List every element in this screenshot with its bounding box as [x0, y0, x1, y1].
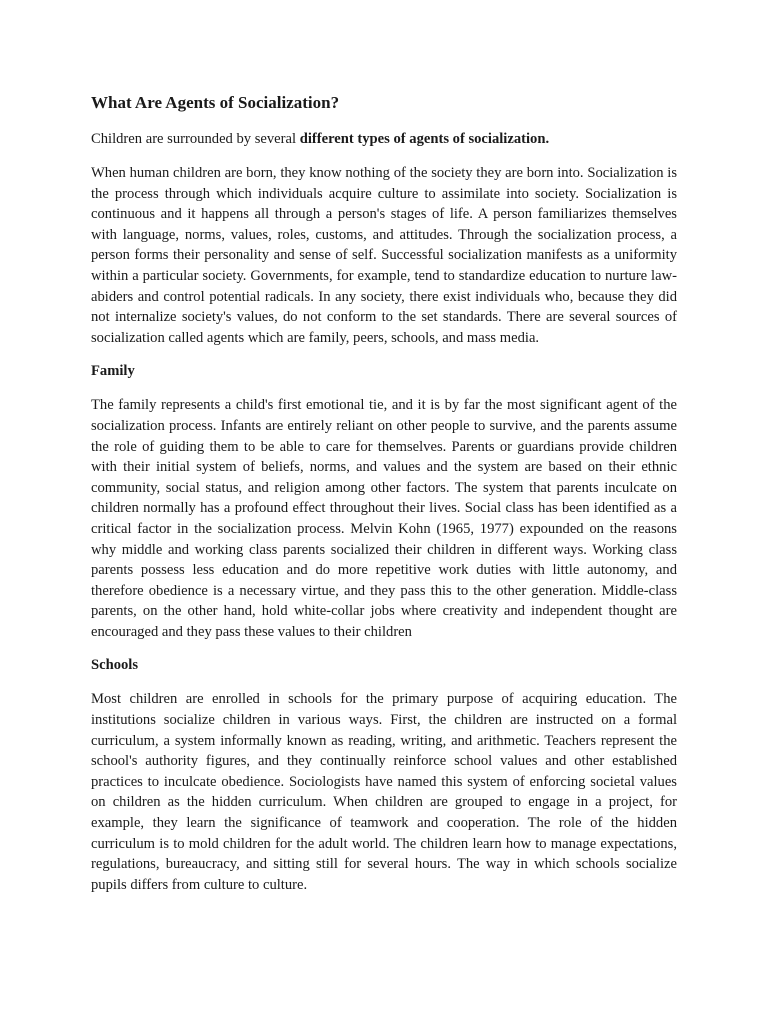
intro-prefix: Children are surrounded by several — [91, 131, 300, 147]
paragraph-schools: Most children are enrolled in schools for the primary purpose of acquiring education. The institutions socialize children in various ways. First, the children are instructed on a formal curriculum, a system informally known as reading, writing, and arithmetic. Teachers represent the school's authority figures, and they continually reinforce school values and other established practices to inculcate obedience. Sociologists have named this system of enforcing societal values on children as the hidden curriculum. When children are grouped to engage in a project, for example, they learn the significance of teamwork and cooperation. The role of the hidden curriculum is to mold children for the adult world. The children learn how to manage expectations, regulations, bureaucracy, and sitting still for several hours. The way in which schools socialize pupils differs from culture to culture. — [91, 691, 677, 893]
section-heading-schools: Schools — [91, 657, 139, 674]
intro-emphasis: different types of agents of socialization. — [299, 131, 550, 147]
paragraph-family: The family represents a child's first emotional tie, and it is by far the most significant agent of the socialization process. Infants are entirely reliant on other people to survive, and the parents assume the role of guiding them to be able to care for themselves. Parents or guardians provide children with their initial system of beliefs, norms, and values and the system are based on their ethnic community, social status, and religion among other factors. The system that parents inculcate on children normally has a profound effect throughout their lives. Social class has been identified as a critical factor in the socialization process. Melvin Kohn (1965, 1977) expounded on the reasons why middle and working class parents socialized their children in different ways. Working class parents possess less education and do more repetitive work duties with little autonomy, and therefore obedience is a necessary virtue, and they pass this to the other generation. Middle-class parents, on the other hand, hold white-collar jobs where creativity and independent thought are encouraged and they pass these values to their children — [91, 397, 677, 640]
paragraph-socialization: When human children are born, they know nothing of the society they are born into. Socialization is the process through which individuals acquire culture to assimilate into society. Socialization is continuous and it happens all through a person's stages of life. A person familiarizes themselves with language, norms, values, roles, customs, and attitudes. Through the socialization process, a person forms their personality and sense of self. Successful socialization manifests as a uniformity within a particular society. Governments, for example, tend to standardize education to nurture law-abiders and control potential radicals. In any society, there exist individuals who, because they did not internalize society's values, do not conform to the set standards. There are several sources of socialization called agents which are family, peers, schools, and mass media. — [91, 165, 677, 346]
intro-paragraph — [91, 129, 677, 150]
section-heading-family: Family — [91, 363, 135, 380]
document-title: What Are Agents of Socialization? — [91, 93, 340, 112]
